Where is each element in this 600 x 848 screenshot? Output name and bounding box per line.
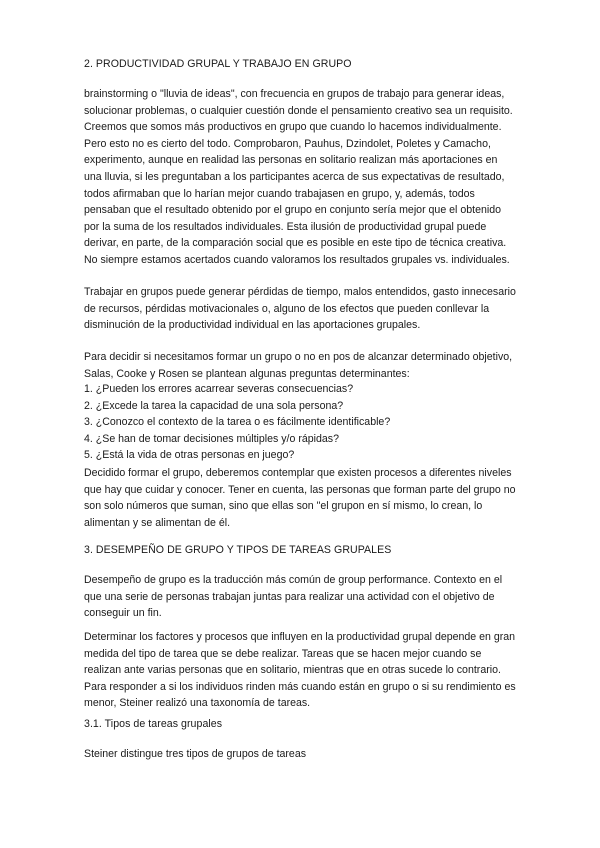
list-item: 2. ¿Excede la tarea la capacidad de una sola persona? bbox=[84, 399, 344, 412]
section-3-paragraph-3: Steiner distingue tres tipos de grupos de tareas bbox=[84, 748, 307, 760]
section-3-1-subheading: 3.1. Tipos de tareas grupales bbox=[84, 718, 223, 730]
section-2-paragraph-2: Trabajar en grupos puede generar pérdidas de tiempo, malos entendidos, gasto innecesario de recursos, pérdidas motivacionales o, alguno de los efectos que pueden conllevar la disminución de la productividad individual en las aportaciones grupales. bbox=[84, 286, 516, 332]
list-item: 4. ¿Se han de tomar decisiones múltiples y/o rápidas? bbox=[84, 432, 339, 445]
list-item: 3. ¿Conozco el contexto de la tarea o es fácilmente identificable? bbox=[84, 416, 391, 429]
list-item: 5. ¿Está la vida de otras personas en juego? bbox=[84, 449, 295, 462]
section-2-heading: 2. PRODUCTIVIDAD GRUPAL Y TRABAJO EN GRUPO bbox=[84, 58, 352, 70]
questions-list bbox=[84, 381, 516, 464]
section-2-paragraph-3: Para decidir si necesitamos formar un grupo o no en pos de alcanzar determinado objetivo, Salas, Cooke y Rosen se plantean algunas preguntas determinantes: bbox=[84, 351, 513, 380]
section-3-paragraph-1: Desempeño de grupo es la traducción más común de group performance. Contexto en el que una serie de personas trabajan juntas para realizar una actividad con el objetivo de conseguir un fin. bbox=[84, 574, 503, 620]
section-3-paragraph-2: Determinar los factores y procesos que influyen en la productividad grupal depende en gran medida del tipo de tarea que se debe realizar. Tareas que se hacen mejor cuando se realizan ante varias personas que en solitario, mientras que en otras sucede lo contrario. Para responder a si los individuos rinden más cuando están en grupo o si su rendimiento es menor, Steiner realizó una taxonomía de tareas. bbox=[84, 631, 516, 710]
section-3-heading: 3. DESEMPEÑO DE GRUPO Y TIPOS DE TAREAS GRUPALES bbox=[84, 544, 392, 556]
section-2-paragraph-1: brainstorming o "lluvia de ideas", con frecuencia en grupos de trabajo para generar ideas, solucionar problemas, o cualquier cuestión donde el pensamiento creativo sea un requisito. Creemos que somos más productivos en grupo que cuando lo hacemos individualmente. Pero esto no es cierto del todo. Comprobaron, Pauhus, Dzindolet, Poletes y Camacho, experimento, aunque en realidad las personas en solitario realizan más aportaciones en una lluvia, si les preguntaban a los participantes acerca de sus expectativas de resultado, todos afirmaban que lo harían mejor cuando trabajasen en grupo, y, además, todos pensaban que el resultado obtenido por el grupo en conjunto sería mejor que el obtenido por la suma de los resultados individuales. Esta ilusión de productividad grupal puede derivar, en parte, de la comparación social que es posible en este tipo de técnica creativa. No siempre estamos acertados cuando valoramos los resultados grupales vs. individuales. bbox=[84, 88, 513, 266]
list-item: 1. ¿Pueden los errores acarrear severas consecuencias? bbox=[84, 383, 354, 395]
section-2-paragraph-4: Decidido formar el grupo, deberemos contemplar que existen procesos a diferentes niveles que hay que cuidar y conocer. Tener en cuenta, las personas que forman parte del grupo no son solo números que suman, sino que ellas son "el grupon en sí mismo, lo crean, lo alimentan y se alimentan de él. bbox=[84, 467, 516, 529]
